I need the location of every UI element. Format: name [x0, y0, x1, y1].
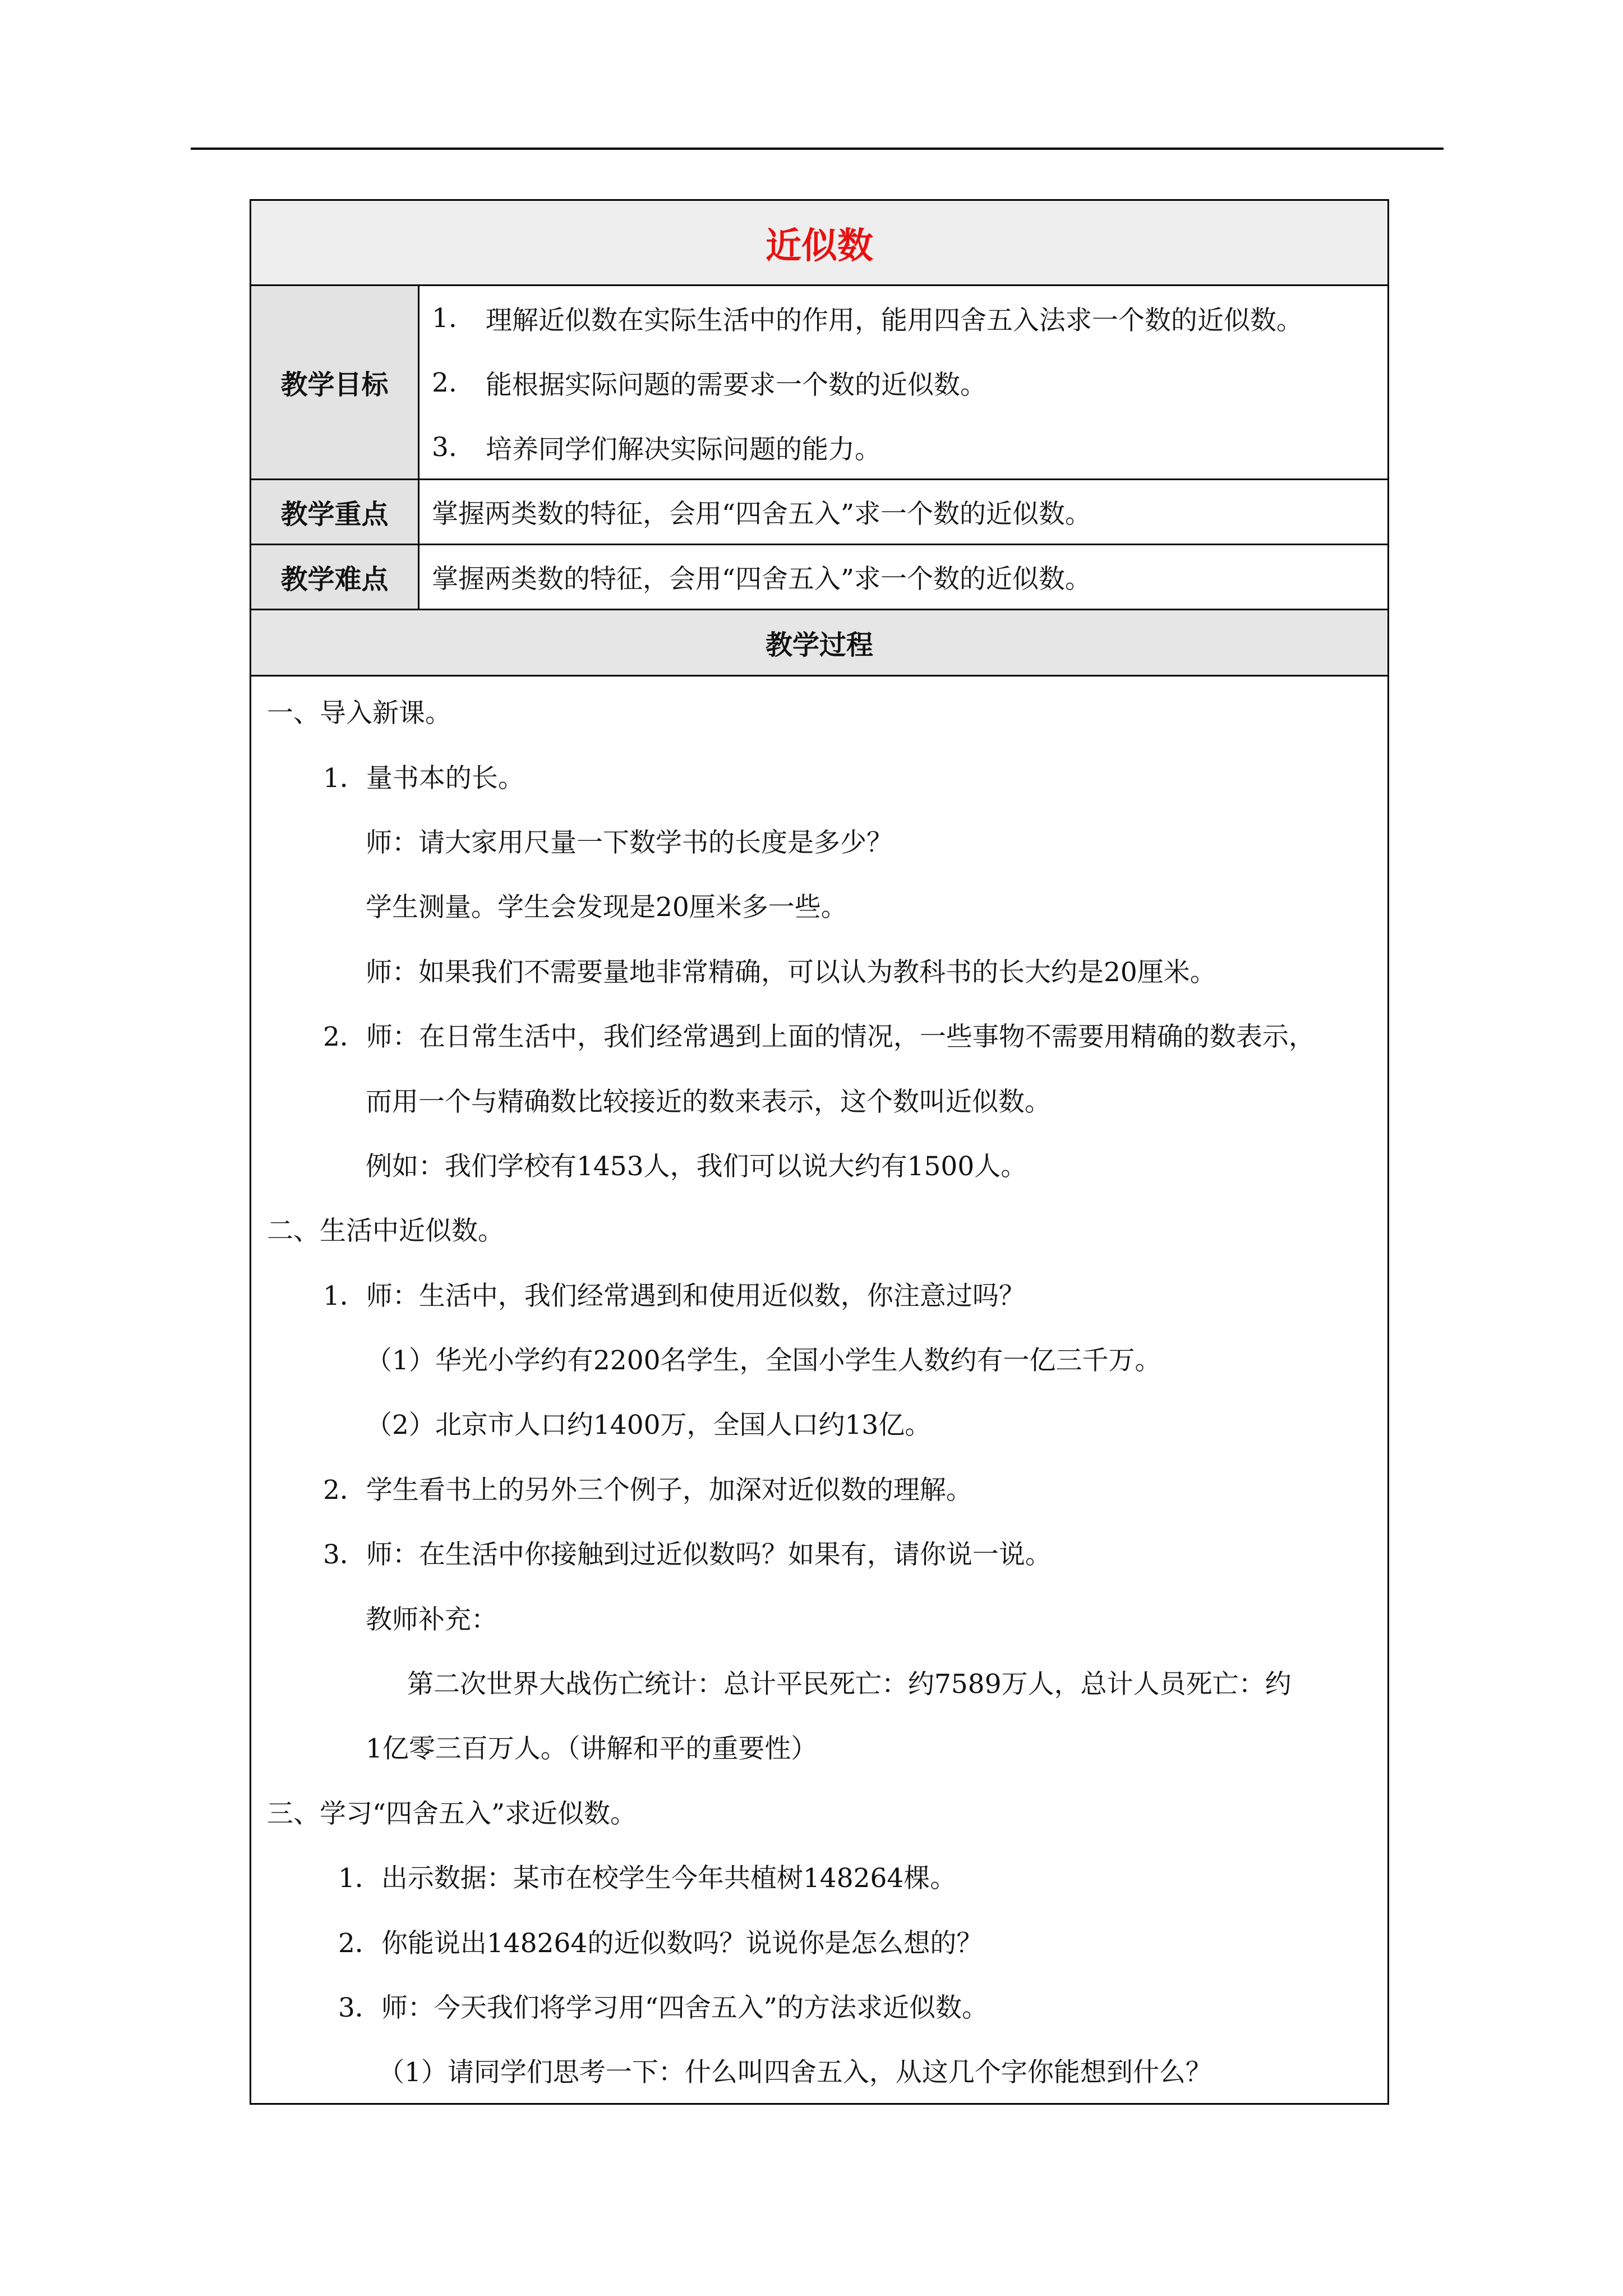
body-line: 例如：我们学校有1453人，我们可以说大约有1500人。 [366, 1151, 1027, 1182]
goal-text: 能根据实际问题的需要求一个数的近似数。 [486, 370, 986, 401]
lesson-plan-table [250, 199, 1389, 2105]
key-point-row [251, 480, 1387, 545]
step-line: 1．出示数据：某市在校学生今年共植树148264棵。 [338, 1863, 957, 1894]
difficulty-label: 教学难点 [251, 545, 419, 609]
body-line: 师：请大家用尺量一下数学书的长度是多少？ [366, 827, 893, 858]
body-line: 师：如果我们不需要量地非常精确，可以认为教科书的长大约是20厘米。 [366, 956, 1216, 988]
goal-number: 1. [432, 303, 457, 334]
step-line: 2．你能说出148264的近似数吗？说说你是怎么想的？ [338, 1927, 983, 1959]
step-line: 2．学生看书上的另外三个例子，加深对近似数的理解。 [323, 1474, 972, 1506]
lesson-title: 近似数 [766, 224, 873, 267]
step-line: 1．量书本的长。 [323, 762, 524, 794]
goal-number: 2. [432, 367, 457, 398]
goal-item [432, 351, 1387, 415]
sub-item-line: （2）北京市人口约1400万，全国人口约13亿。 [366, 1410, 932, 1441]
key-point-label: 教学重点 [251, 480, 419, 544]
section-heading: 二、生活中近似数。 [267, 1216, 504, 1247]
section-heading: 三、学习“四舍五入”求近似数。 [267, 1798, 637, 1829]
difficulty-row [251, 545, 1387, 610]
goals-row [251, 286, 1387, 480]
step-line: 2．师：在日常生活中，我们经常遇到上面的情况，一些事物不需要用精确的数表示， [323, 1022, 1315, 1053]
goal-number: 3. [432, 432, 457, 463]
body-line: 而用一个与精确数比较接近的数来表示，这个数叫近似数。 [366, 1086, 1051, 1117]
body-line: 教师补充： [366, 1604, 497, 1635]
title-row [251, 201, 1387, 286]
body-line: 第二次世界大战伤亡统计：总计平民死亡：约7589万人，总计人员死亡：约 [407, 1669, 1292, 1700]
step-line: 1．师：生活中，我们经常遇到和使用近似数，你注意过吗？ [323, 1280, 1025, 1312]
sub-item-line: （1）请同学们思考一下：什么叫四舍五入，从这几个字你能想到什么？ [378, 2057, 1212, 2088]
difficulty-text: 掌握两类数的特征，会用“四舍五入”求一个数的近似数。 [432, 564, 1092, 595]
step-line: 3．师：在生活中你接触到过近似数吗？如果有，请你说一说。 [323, 1539, 1052, 1571]
goal-text: 理解近似数在实际生活中的作用，能用四舍五入法求一个数的近似数。 [486, 305, 1303, 336]
goals-content [419, 286, 1387, 478]
process-body [251, 677, 1387, 2103]
process-heading: 教学过程 [251, 610, 1387, 677]
section-heading: 一、导入新课。 [267, 698, 451, 729]
goal-text: 培养同学们解决实际问题的能力。 [486, 434, 881, 465]
body-line: 1亿零三百万人。（讲解和平的重要性） [366, 1733, 818, 1765]
header-rule [191, 148, 1444, 150]
step-line: 3．师：今天我们将学习用“四舍五入”的方法求近似数。 [338, 1993, 988, 2023]
sub-item-line: （1）华光小学约有2200名学生，全国小学生人数约有一亿三千万。 [366, 1345, 1161, 1377]
body-line: 学生测量。学生会发现是20厘米多一些。 [366, 892, 847, 923]
goal-item [432, 415, 1387, 480]
key-point-text: 掌握两类数的特征，会用“四舍五入”求一个数的近似数。 [432, 499, 1092, 530]
goal-item [432, 286, 1387, 351]
goals-label: 教学目标 [251, 286, 419, 478]
